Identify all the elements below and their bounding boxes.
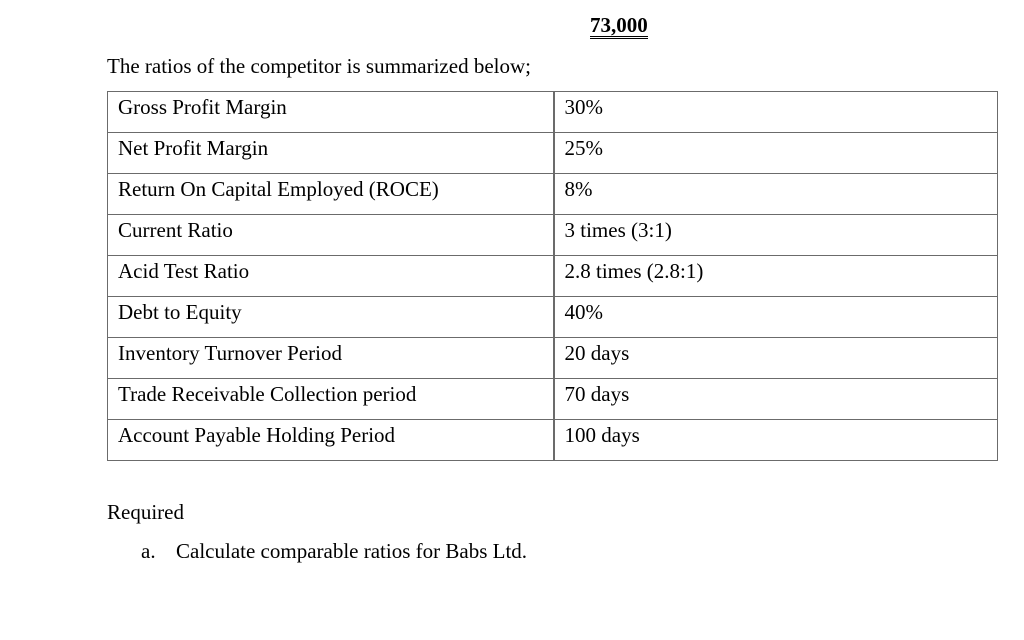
ratio-label: Net Profit Margin [118,136,269,160]
ratio-value: 3 times (3:1) [564,218,672,242]
task-item [141,538,527,564]
ratio-value: 40% [564,300,603,324]
ratio-label: Trade Receivable Collection period [118,382,417,406]
ratio-label-cell [108,174,554,215]
ratio-label: Debt to Equity [118,300,242,324]
competitor-ratios-table [107,91,998,461]
ratio-label: Current Ratio [118,218,233,242]
table-row [108,133,998,174]
required-heading: Required [107,500,184,524]
ratio-label-cell [108,379,554,420]
ratio-label-cell [108,133,554,174]
ratio-label: Return On Capital Employed (ROCE) [118,177,439,201]
table-row [108,174,998,215]
ratio-value: 8% [564,177,593,201]
ratio-label-cell [108,92,554,133]
ratio-value-cell [554,256,998,297]
table-row [108,256,998,297]
ratio-value: 25% [564,136,603,160]
ratio-label-cell [108,420,554,461]
ratio-value-cell [554,420,998,461]
ratio-value: 20 days [564,341,630,365]
ratio-value: 2.8 times (2.8:1) [564,259,704,283]
ratio-value: 70 days [564,382,630,406]
ratio-value-cell [554,174,998,215]
table-row [108,338,998,379]
ratio-value-cell [554,338,998,379]
table-row [108,297,998,338]
ratio-value: 30% [564,95,603,119]
ratio-label: Inventory Turnover Period [118,341,342,365]
task-text: Calculate comparable ratios for Babs Ltd. [176,539,528,563]
table-row [108,215,998,256]
ratio-label: Acid Test Ratio [118,259,250,283]
ratio-value-cell [554,92,998,133]
intro-text: The ratios of the competitor is summarized below; [107,54,531,78]
table-row [108,92,998,133]
ratio-label-cell [108,256,554,297]
ratio-label: Account Payable Holding Period [118,423,396,447]
table-row [108,379,998,420]
table-row [108,420,998,461]
ratio-label-cell [108,297,554,338]
ratio-label: Gross Profit Margin [118,95,287,119]
ratio-value-cell [554,133,998,174]
ratio-value-cell [554,379,998,420]
ratio-value-cell [554,297,998,338]
total-figure: 73,000 [590,13,648,37]
ratio-label-cell [108,215,554,256]
task-marker: a. [141,539,156,563]
ratio-value-cell [554,215,998,256]
ratio-value: 100 days [564,423,640,447]
ratio-label-cell [108,338,554,379]
